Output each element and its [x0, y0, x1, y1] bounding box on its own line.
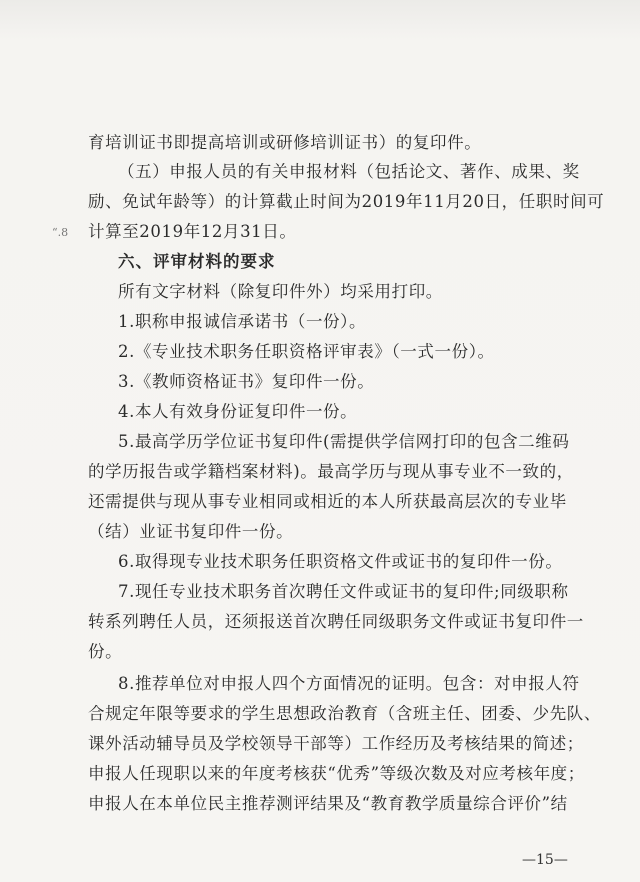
margin-mark: “.8	[52, 226, 69, 239]
page-number: —15—	[522, 852, 568, 868]
text-line-1: 育培训证书即提高培训或研修培训证书）的复印件。	[88, 133, 482, 152]
list-item-8-cont-1: 合规定年限等要求的学生思想政治教育（含班主任、团委、少先队、	[88, 704, 601, 723]
list-item-8-cont-4: 申报人在本单位民主推荐测评结果及“教育教学质量综合评价”结	[88, 794, 568, 813]
text-line-6: 所有文字材料（除复印件外）均采用打印。	[118, 282, 443, 301]
list-item-8: 8.推荐单位对申报人四个方面情况的证明。包含：对申报人符	[118, 674, 580, 693]
list-item-8-cont-3: 申报人任现职以来的年度考核获“优秀”等级次数及对应考核年度；	[88, 764, 585, 783]
list-item-5-cont-2: 还需提供与现从事专业相同或相近的本人所获最高层次的专业毕	[88, 492, 567, 511]
list-item-2: 2.《专业技术职务任职资格评审表》（一式一份）。	[118, 342, 495, 361]
list-item-1: 1.职称申报诚信承诺书（一份）。	[118, 312, 367, 331]
list-item-5-cont-3: （结）业证书复印件一份。	[88, 522, 294, 541]
list-item-5: 5.最高学历学位证书复印件(需提供学信网打印的包含二维码	[118, 432, 570, 451]
list-item-8-cont-2: 课外活动辅导员及学校领导干部等）工作经历及考核结果的简述；	[88, 734, 584, 753]
list-item-7-cont-2: 份。	[88, 642, 123, 661]
list-item-3: 3.《教师资格证书》复印件一份。	[118, 372, 375, 391]
list-item-7: 7.现任专业技术职务首次聘任文件或证书的复印件;同级职称	[118, 582, 569, 601]
text-line-3: 励、免试年龄等）的计算截止时间为2019年11月20日，任职时间可	[88, 192, 605, 211]
list-item-7-cont-1: 转系列聘任人员，还须报送首次聘任同级职务文件或证书复印件一	[88, 612, 584, 631]
list-item-5-cont-1: 的学历报告或学籍档案材料)。最高学历与现从事专业不一致的，	[88, 462, 574, 481]
section-heading: 六、评审材料的要求	[118, 252, 276, 271]
list-item-6: 6.取得现专业技术职务任职资格文件或证书的复印件一份。	[118, 552, 563, 571]
list-item-4: 4.本人有效身份证复印件一份。	[118, 402, 358, 421]
text-line-4: 计算至2019年12月31日。	[88, 222, 297, 241]
text-line-2: （五）申报人员的有关申报材料（包括论文、著作、成果、奖	[118, 162, 580, 181]
